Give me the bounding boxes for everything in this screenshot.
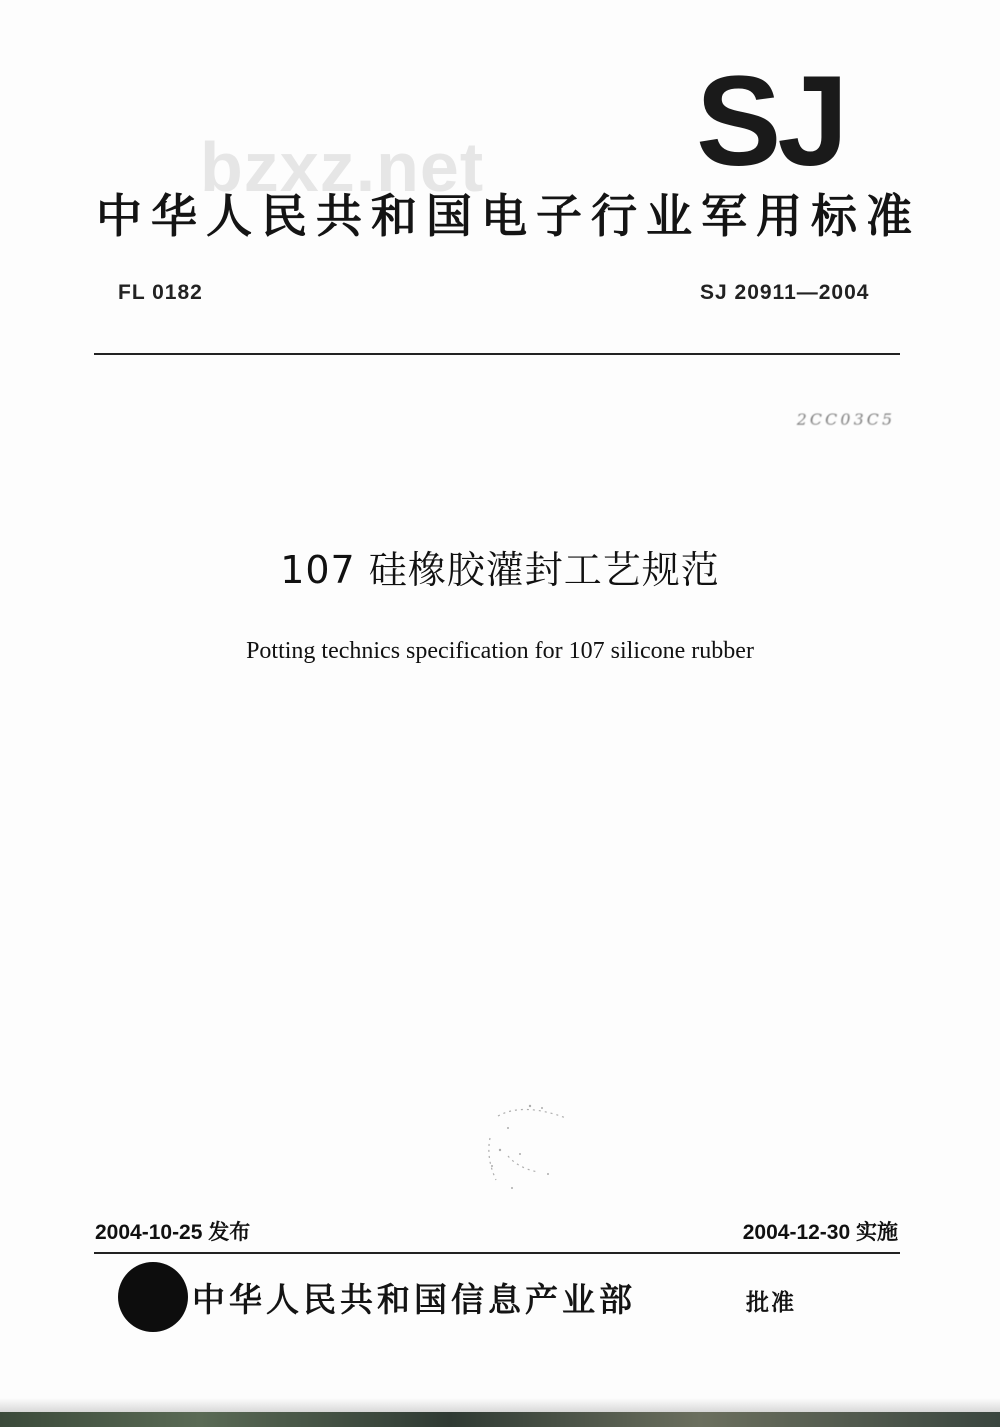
site-watermark: bzxz.net — [200, 128, 485, 206]
title-chinese: 107 硅橡胶灌封工艺规范 — [280, 548, 720, 592]
standard-number: SJ 20911—2004 — [700, 281, 870, 304]
standard-category-heading: 中华人民共和国电子行业军用标准 — [96, 189, 921, 243]
issue-date: 2004-10-25 发布 — [95, 1221, 251, 1244]
publisher-emblem — [118, 1262, 188, 1332]
classification-code: FL 0182 — [118, 281, 203, 304]
archive-stamp: 2CC03C5 — [794, 410, 897, 429]
sj-logo: SJ — [696, 50, 845, 193]
publisher-name: 中华人民共和国信息产业部 — [192, 1280, 636, 1319]
page-edge-shadow — [0, 1398, 1000, 1412]
implementation-date: 2004-12-30 实施 — [742, 1221, 898, 1244]
footer-divider — [94, 1252, 900, 1254]
faint-seal-mark — [478, 1098, 572, 1198]
title-english: Potting technics specification for 107 silicone rubber — [246, 638, 754, 664]
scan-bottom-strip — [0, 1412, 1000, 1427]
approval-label: 批准 — [746, 1290, 796, 1316]
header-divider — [94, 353, 900, 355]
